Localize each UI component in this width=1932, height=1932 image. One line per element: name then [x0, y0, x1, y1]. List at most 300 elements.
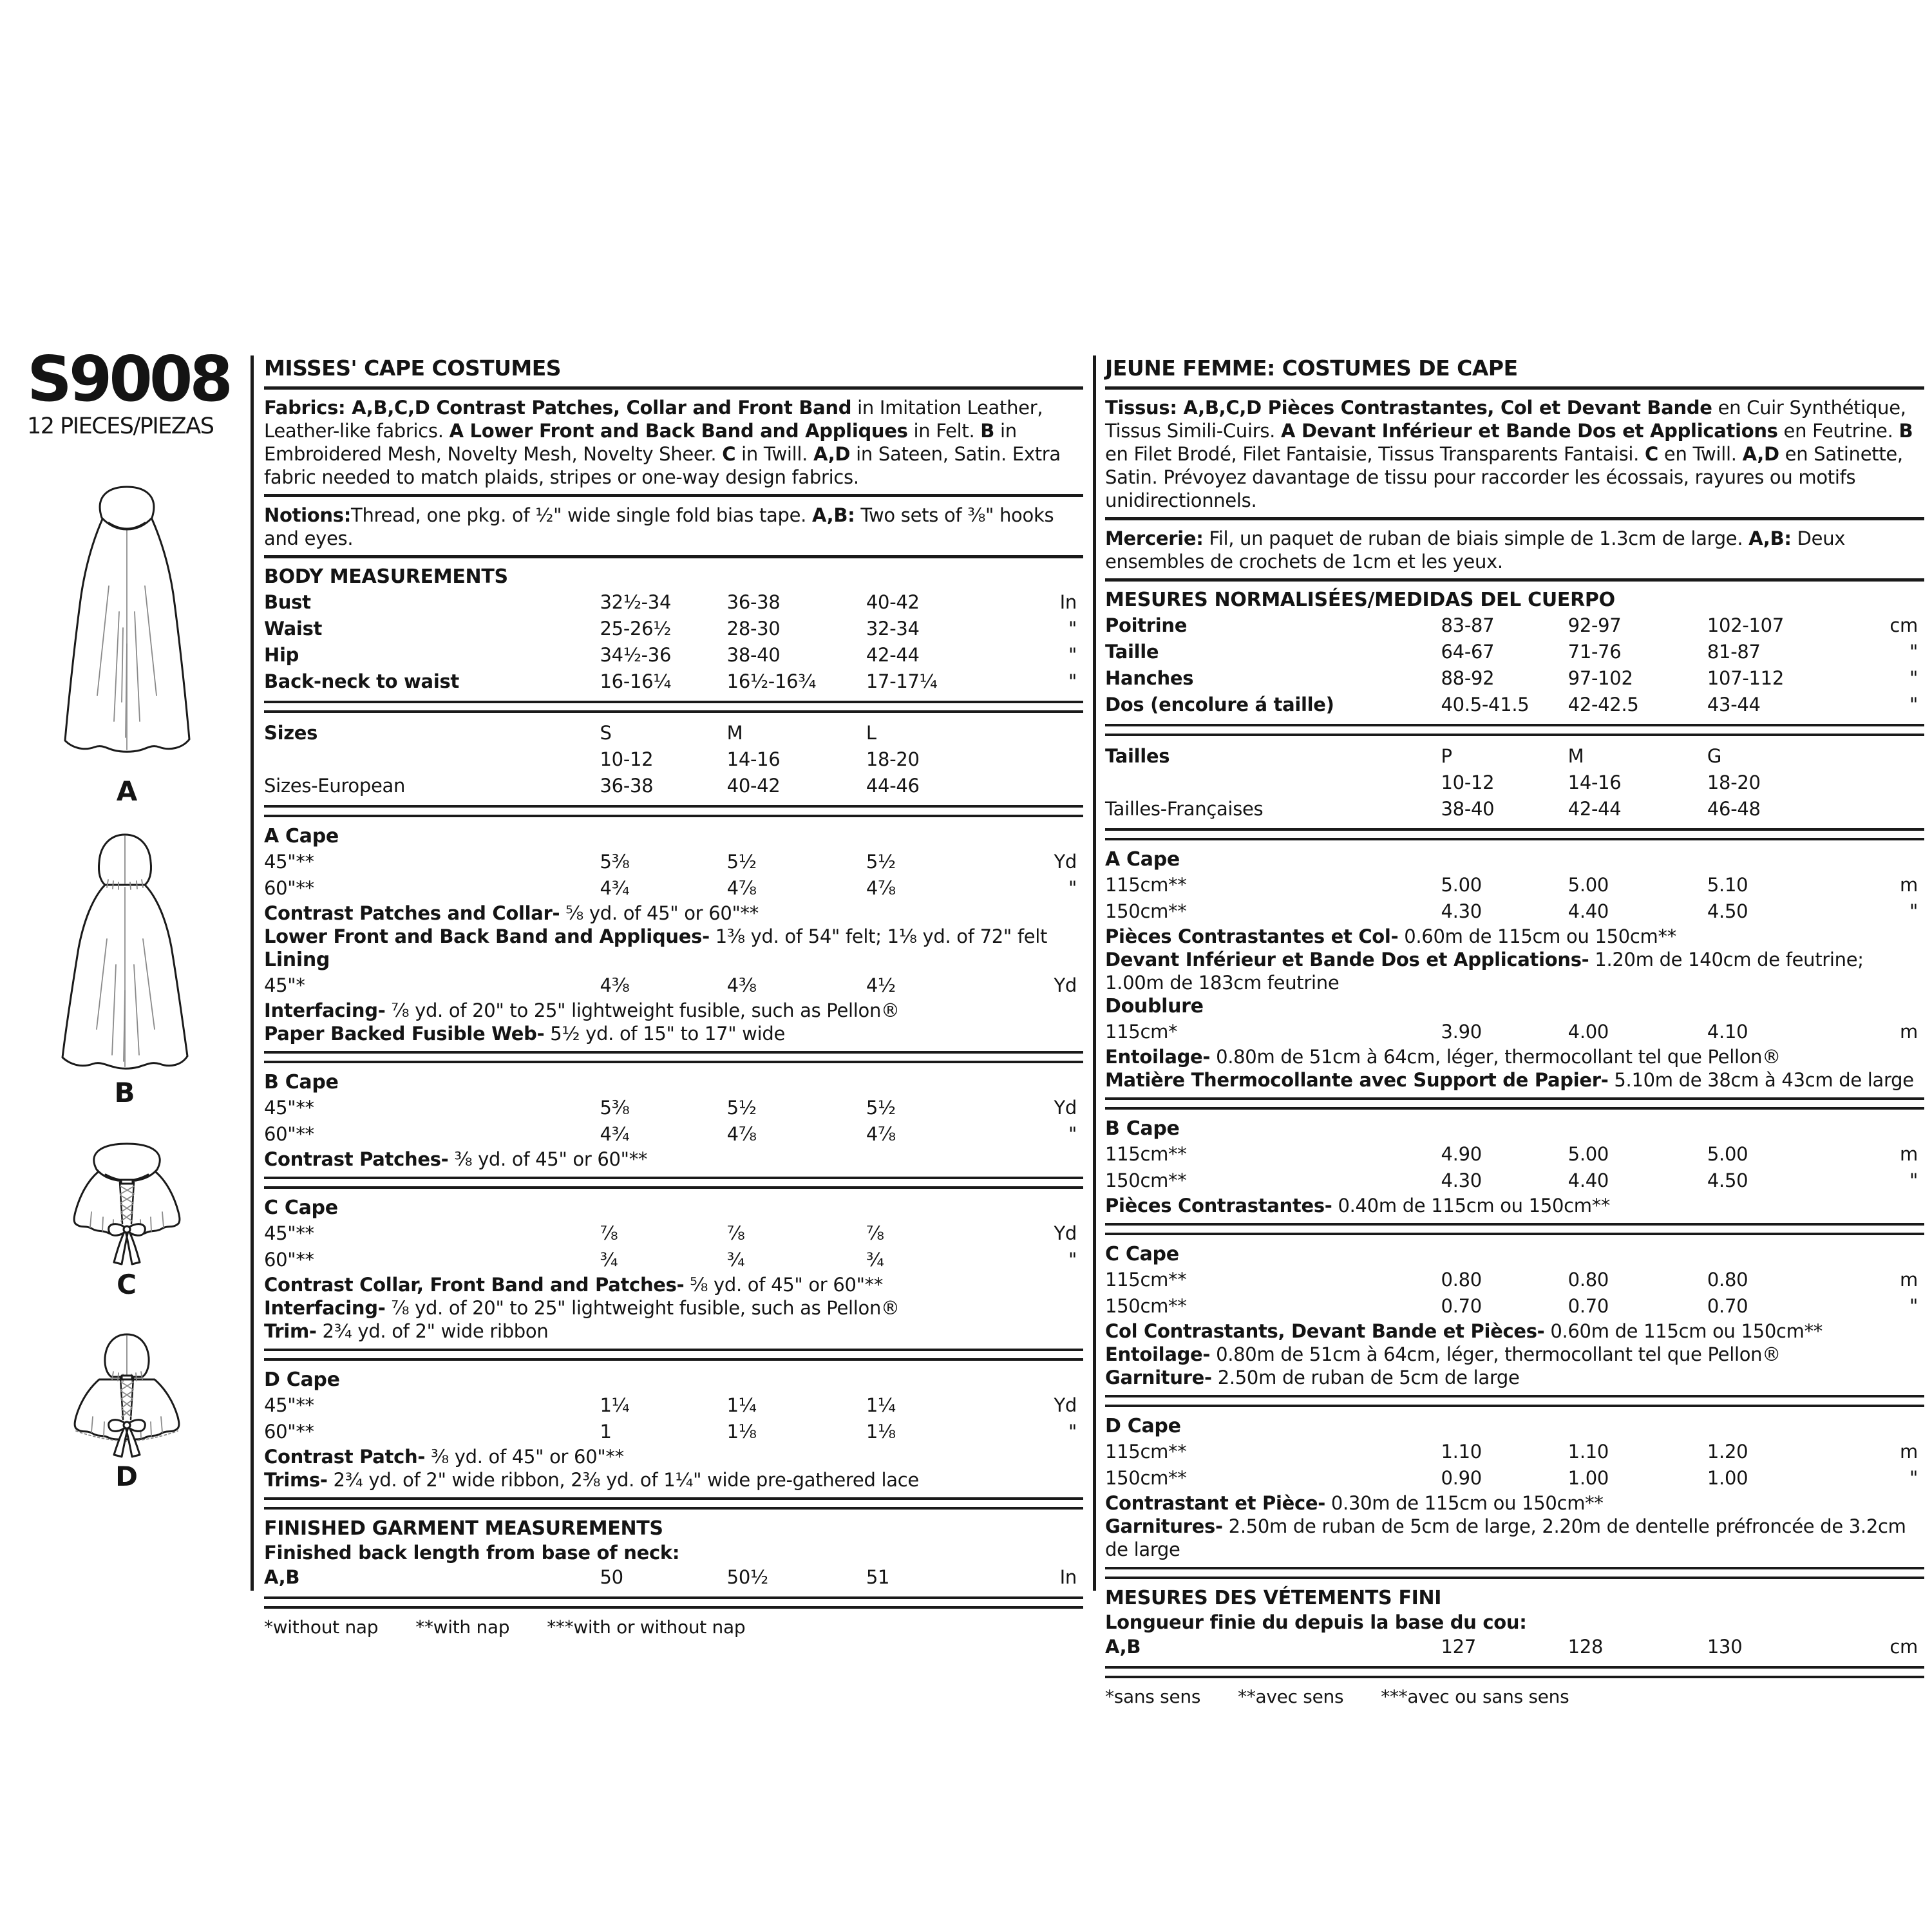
note-paragraph — [1105, 1343, 1924, 1366]
table-row — [1105, 1267, 1924, 1293]
size-m-value: 38-40 — [726, 644, 781, 666]
table-row — [1105, 1141, 1924, 1168]
row-label: 45"** — [264, 1222, 314, 1244]
table-row — [264, 720, 1083, 746]
size-s-value: 10-12 — [600, 748, 654, 770]
unit-cell: Yd — [1054, 851, 1077, 873]
row-label: Hip — [264, 644, 299, 666]
text-run: ⅞ yd. of 20" to 25" lightweight fusible, such as Pellon® — [385, 999, 900, 1021]
bold-run: Mercerie: — [1105, 527, 1204, 549]
table-row — [264, 1220, 1083, 1247]
note-paragraph — [264, 1320, 1083, 1343]
text-run: Fil, un paquet de ruban de biais simple de 1.3cm de large. — [1203, 527, 1749, 549]
size-s-value: 0.90 — [1441, 1467, 1482, 1489]
text-run: 2.50m de ruban de 5cm de large, 2.20m de dentelle préfroncée de 3.2cm de large — [1105, 1515, 1906, 1560]
size-s-value: 4¾ — [600, 877, 630, 899]
bold-run: Contrast Patch- — [264, 1446, 426, 1468]
row-label: 115cm** — [1105, 1441, 1187, 1463]
divider-rule-double — [264, 1051, 1083, 1063]
row-label: 60"** — [264, 877, 314, 899]
column-title-french: JEUNE FEMME: COSTUMES DE CAPE — [1105, 355, 1518, 381]
row-label: Sizes-European — [264, 775, 406, 797]
row-label: 60"** — [264, 1123, 314, 1145]
size-l-value: 0.80 — [1707, 1269, 1748, 1291]
table-row — [1105, 692, 1924, 718]
text-run: ⅝ yd. of 45" or 60"** — [560, 902, 759, 924]
size-m-value: M — [726, 722, 743, 744]
bold-run: Pièces Contrastantes et Col- — [1105, 925, 1399, 947]
size-m-value: 50½ — [726, 1566, 768, 1588]
size-s-value: 5⅜ — [600, 851, 630, 873]
size-l-value: ¾ — [866, 1249, 884, 1271]
row-label: Waist — [264, 618, 323, 639]
size-m-value: 92-97 — [1567, 614, 1622, 636]
text-run: 0.40m de 115cm ou 150cm** — [1332, 1195, 1611, 1217]
section-heading: C Cape — [1105, 1243, 1179, 1265]
row-label: 115cm** — [1105, 874, 1187, 896]
footnote-item: *without nap — [264, 1616, 379, 1638]
table-row — [1105, 1465, 1924, 1492]
size-m-value: 40-42 — [726, 775, 781, 797]
bold-run: Fabrics: A,B,C,D Contrast Patches, Collar and Front Band — [264, 397, 852, 419]
size-s-value: 40.5-41.5 — [1441, 694, 1530, 715]
size-l-value: 44-46 — [866, 775, 920, 797]
text-run: 1⅜ yd. of 54" felt; 1⅛ yd. of 72" felt — [709, 925, 1048, 947]
bold-run: A,D — [1742, 443, 1779, 465]
note-paragraph — [264, 999, 1083, 1022]
row-label: A,B — [1105, 1636, 1141, 1658]
size-l-value: 130 — [1707, 1636, 1743, 1658]
view-label: D — [115, 1461, 138, 1492]
unit-cell: " — [1909, 694, 1918, 715]
table-row — [1105, 872, 1924, 898]
row-label: 45"** — [264, 851, 314, 873]
section-heading: A Cape — [264, 825, 339, 848]
note-paragraph — [264, 396, 1083, 489]
cape-c-line-art — [72, 1140, 182, 1266]
size-m-value: 1¼ — [726, 1394, 757, 1416]
size-m-value: 42-44 — [1567, 798, 1622, 820]
text-run: 0.80m de 51cm à 64cm, léger, thermocollant tel que Pellon® — [1210, 1343, 1781, 1365]
size-l-value: 81-87 — [1707, 641, 1761, 663]
note-paragraph — [1105, 925, 1924, 948]
size-s-value: 88-92 — [1441, 667, 1495, 689]
text-run: ⅝ yd. of 45" or 60"** — [684, 1274, 884, 1296]
table-row — [264, 1121, 1083, 1148]
view-label: A — [116, 775, 138, 807]
size-m-value: 4⅜ — [726, 974, 757, 996]
note-paragraph — [1105, 527, 1924, 573]
unit-cell: In — [1059, 1566, 1077, 1588]
note-paragraph — [1105, 1515, 1924, 1561]
footnote — [1105, 1685, 1924, 1709]
size-l-value: 5½ — [866, 1097, 896, 1119]
size-l-value: 40-42 — [866, 591, 920, 613]
table-row — [264, 849, 1083, 875]
section-heading: D Cape — [1105, 1415, 1181, 1437]
table-row — [264, 642, 1083, 668]
view-label: B — [114, 1077, 136, 1108]
size-m-value: 16½-16¾ — [726, 670, 817, 692]
bold-run: Pièces Contrastantes- — [1105, 1195, 1332, 1217]
size-m-value: 1.10 — [1567, 1441, 1609, 1463]
table-row — [1105, 796, 1924, 822]
divider-rule-double — [1105, 1395, 1924, 1407]
size-s-value: 32½-34 — [600, 591, 672, 613]
row-label: 45"* — [264, 974, 305, 996]
table-row — [1105, 1019, 1924, 1045]
unit-cell: " — [1068, 1421, 1077, 1443]
size-l-value: 107-112 — [1707, 667, 1784, 689]
table-row — [264, 1564, 1083, 1591]
english-column — [264, 355, 1083, 1639]
size-m-value: 5½ — [726, 851, 757, 873]
unit-cell: " — [1909, 1170, 1918, 1191]
size-s-value: 34½-36 — [600, 644, 672, 666]
row-label: Tailles — [1105, 745, 1170, 767]
size-l-value: 4⅞ — [866, 1123, 896, 1145]
bold-run: Garniture- — [1105, 1367, 1212, 1388]
row-label: 115cm** — [1105, 1269, 1187, 1291]
divider-rule — [264, 555, 1083, 558]
size-l-value: 4½ — [866, 974, 896, 996]
size-s-value: 4.30 — [1441, 900, 1482, 922]
row-label — [1105, 770, 1441, 796]
size-l-value: 4.50 — [1707, 1170, 1748, 1191]
bold-run: Contrast Patches and Collar- — [264, 902, 560, 924]
size-l-value: G — [1707, 745, 1722, 767]
bold-run: Finished back length from base of neck: — [264, 1542, 680, 1564]
size-m-value: 14-16 — [726, 748, 781, 770]
footnote-item: **with nap — [415, 1616, 510, 1638]
unit-cell — [1830, 770, 1924, 796]
text-run: en Satinette, Satin. Prévoyez davantage de tissu pour raccorder les écossais, rayures ou motifs unidirectionnels. — [1105, 443, 1903, 511]
size-s-value: 4.90 — [1441, 1143, 1482, 1165]
unit-cell: " — [1909, 667, 1918, 689]
text-run: 0.60m de 115cm ou 150cm** — [1544, 1320, 1823, 1342]
divider-rule — [1105, 578, 1924, 582]
size-s-value: P — [1441, 745, 1452, 767]
row-label: 150cm** — [1105, 1295, 1187, 1317]
footnote-item: ***with or without nap — [547, 1616, 746, 1638]
row-label — [264, 746, 600, 773]
size-m-value: 4⅞ — [726, 877, 757, 899]
bold-run: A Devant Inférieur et Bande Dos et Applications — [1281, 420, 1778, 442]
size-s-value: 36-38 — [600, 775, 654, 797]
size-m-value: 4.40 — [1567, 1170, 1609, 1191]
cape-c-illustration — [72, 1140, 182, 1300]
row-label: 60"** — [264, 1421, 314, 1443]
bold-run: A Lower Front and Back Band and Appliques — [449, 420, 908, 442]
size-l-value: 18-20 — [1707, 772, 1761, 793]
size-l-value: 1¼ — [866, 1394, 896, 1416]
size-l-value: 18-20 — [866, 748, 920, 770]
unit-cell: In — [1059, 591, 1077, 613]
text-run: 5½ yd. of 15" to 17" wide — [544, 1023, 786, 1045]
size-m-value: 4⅞ — [726, 1123, 757, 1145]
size-l-value: 4.10 — [1707, 1021, 1748, 1043]
bold-run: Contrast Patches- — [264, 1148, 449, 1170]
bold-run: Garnitures- — [1105, 1515, 1223, 1537]
size-l-value: 1.20 — [1707, 1441, 1748, 1463]
size-s-value: 0.70 — [1441, 1295, 1482, 1317]
table-row — [1105, 743, 1924, 770]
size-m-value: 4.00 — [1567, 1021, 1609, 1043]
pattern-number: S9008 — [27, 343, 230, 415]
size-l-value: ⅞ — [866, 1222, 884, 1244]
row-label: Poitrine — [1105, 614, 1188, 636]
table-row — [264, 616, 1083, 642]
size-l-value: 42-44 — [866, 644, 920, 666]
row-label: 45"** — [264, 1394, 314, 1416]
bold-run: Trims- — [264, 1469, 328, 1491]
note-paragraph — [264, 1273, 1083, 1296]
table-row — [1105, 1634, 1924, 1660]
size-l-value: 1⅛ — [866, 1421, 896, 1443]
text-run: 0.80m de 51cm à 64cm, léger, thermocollant tel que Pellon® — [1210, 1046, 1781, 1068]
table-row — [264, 972, 1083, 999]
unit-cell: m — [1900, 1143, 1918, 1165]
section-heading: Lining — [264, 949, 330, 971]
divider-rule — [264, 494, 1083, 497]
size-s-value: 4¾ — [600, 1123, 630, 1145]
section-heading: MESURES DES VÉTEMENTS FINI — [1105, 1587, 1442, 1609]
divider-rule-double — [264, 1349, 1083, 1361]
note-paragraph — [264, 1468, 1083, 1492]
row-label: Sizes — [264, 722, 318, 744]
unit-cell: Yd — [1054, 1394, 1077, 1416]
table-row — [1105, 1168, 1924, 1194]
text-run: in Embroidered Mesh, Novelty Mesh, Novelty Sheer. — [264, 420, 1017, 465]
size-m-value: ⅞ — [726, 1222, 745, 1244]
unit-cell: m — [1900, 874, 1918, 896]
row-label: 150cm** — [1105, 900, 1187, 922]
note-paragraph — [1105, 948, 1924, 994]
bold-run: Entoilage- — [1105, 1046, 1211, 1068]
unit-cell — [989, 746, 1083, 773]
size-s-value: S — [600, 722, 612, 744]
size-s-value: 5⅜ — [600, 1097, 630, 1119]
size-s-value: 10-12 — [1441, 772, 1495, 793]
pieces-count: 12 PIECES/PIEZAS — [27, 413, 214, 439]
section-heading: B Cape — [264, 1071, 339, 1094]
row-label: 45"** — [264, 1097, 314, 1119]
row-label: Back-neck to waist — [264, 670, 459, 692]
size-m-value: 28-30 — [726, 618, 781, 639]
footnote — [264, 1616, 1083, 1639]
size-l-value: 17-17¼ — [866, 670, 938, 692]
table-row — [264, 1419, 1083, 1445]
size-l-value: 0.70 — [1707, 1295, 1748, 1317]
table-row — [264, 589, 1083, 616]
size-m-value: 5.00 — [1567, 1143, 1609, 1165]
table-row — [264, 746, 1083, 773]
size-m-value: 5.00 — [1567, 874, 1609, 896]
size-s-value: 64-67 — [1441, 641, 1495, 663]
text-run: 2¾ yd. of 2" wide ribbon, 2⅜ yd. of 1¼" wide pre-gathered lace — [327, 1469, 919, 1491]
size-m-value: 4.40 — [1567, 900, 1609, 922]
note-paragraph — [1105, 1045, 1924, 1068]
text-run: ⅜ yd. of 45" or 60"** — [425, 1446, 624, 1468]
section-heading: MESURES NORMALISÉES/MEDIDAS DEL CUERPO — [1105, 589, 1615, 611]
unit-cell: " — [1909, 1295, 1918, 1317]
size-l-value: 102-107 — [1707, 614, 1784, 636]
row-label: Tailles-Françaises — [1105, 798, 1264, 820]
text-run: Two sets of ⅜" hooks and eyes. — [264, 504, 1054, 549]
table-row — [1105, 1293, 1924, 1320]
text-run: en Feutrine. — [1777, 420, 1899, 442]
divider-rule-double — [1105, 1097, 1924, 1110]
section-heading: C Cape — [264, 1197, 338, 1219]
unit-cell: " — [1068, 1123, 1077, 1145]
section-heading: A Cape — [1105, 848, 1180, 871]
note-paragraph — [1105, 1492, 1924, 1515]
unit-cell — [989, 773, 1083, 799]
size-m-value: 1.00 — [1567, 1467, 1609, 1489]
unit-cell: " — [1068, 877, 1077, 899]
table-row — [1105, 639, 1924, 665]
divider-rule-double — [264, 701, 1083, 713]
text-run: en Twill. — [1658, 443, 1743, 465]
note-paragraph — [264, 1296, 1083, 1320]
english-column-body — [264, 386, 1083, 1639]
unit-cell: " — [1909, 641, 1918, 663]
column-divider-middle — [1093, 355, 1096, 1591]
text-run: 2.50m de ruban de 5cm de large — [1211, 1367, 1520, 1388]
note-paragraph — [1105, 1611, 1924, 1634]
row-label: Bust — [264, 591, 311, 613]
size-l-value: 5½ — [866, 851, 896, 873]
unit-cell: Yd — [1054, 1222, 1077, 1244]
divider-rule-double — [1105, 1666, 1924, 1678]
footnote-item: ***avec ou sans sens — [1381, 1686, 1569, 1707]
size-l-value: 1.00 — [1707, 1467, 1748, 1489]
note-paragraph — [1105, 1366, 1924, 1389]
row-label: A,B — [264, 1566, 300, 1588]
text-run: Deux ensembles de crochets de 1cm et les yeux. — [1105, 527, 1846, 573]
table-row — [1105, 612, 1924, 639]
table-row — [1105, 665, 1924, 692]
bold-run: Lower Front and Back Band and Appliques- — [264, 925, 710, 947]
size-s-value: 25-26½ — [600, 618, 672, 639]
bold-run: Devant Inférieur et Bande Dos et Applications- — [1105, 949, 1589, 971]
size-m-value: 0.80 — [1567, 1269, 1609, 1291]
size-l-value: 5.00 — [1707, 1143, 1748, 1165]
size-s-value: 4.30 — [1441, 1170, 1482, 1191]
size-m-value: 36-38 — [726, 591, 781, 613]
section-heading: Doublure — [1105, 995, 1204, 1018]
text-run: ⅜ yd. of 45" or 60"** — [448, 1148, 648, 1170]
row-label: 150cm** — [1105, 1467, 1187, 1489]
table-row — [264, 668, 1083, 695]
note-paragraph — [264, 1022, 1083, 1045]
size-l-value: L — [866, 722, 876, 744]
size-s-value: 50 — [600, 1566, 623, 1588]
size-s-value: 16-16¼ — [600, 670, 672, 692]
size-l-value: 32-34 — [866, 618, 920, 639]
note-paragraph — [1105, 1068, 1924, 1092]
size-m-value: 128 — [1567, 1636, 1604, 1658]
cape-d-illustration — [72, 1331, 182, 1492]
divider-rule-double — [1105, 1223, 1924, 1235]
bold-run: Interfacing- — [264, 1297, 386, 1319]
unit-cell: m — [1900, 1441, 1918, 1463]
row-label: 150cm** — [1105, 1170, 1187, 1191]
french-column — [1105, 355, 1924, 1709]
bold-run: Contrast Collar, Front Band and Patches- — [264, 1274, 685, 1296]
unit-cell — [1830, 743, 1924, 770]
bold-run: Interfacing- — [264, 999, 386, 1021]
size-s-value: 5.00 — [1441, 874, 1482, 896]
cape-a-illustration — [61, 483, 193, 807]
size-m-value: 42-42.5 — [1567, 694, 1639, 715]
divider-rule — [264, 386, 1083, 390]
size-l-value: 51 — [866, 1566, 890, 1588]
note-paragraph — [264, 902, 1083, 925]
size-m-value: 0.70 — [1567, 1295, 1609, 1317]
bold-run: B — [980, 420, 995, 442]
footnote-item: **avec sens — [1238, 1686, 1344, 1707]
size-l-value: 5.10 — [1707, 874, 1748, 896]
text-run: Thread, one pkg. of ½" wide single fold bias tape. — [351, 504, 812, 526]
bold-run: Paper Backed Fusible Web- — [264, 1023, 545, 1045]
note-paragraph — [1105, 396, 1924, 512]
cape-b-illustration — [58, 829, 192, 1108]
divider-rule-double — [264, 805, 1083, 817]
size-m-value: 1⅛ — [726, 1421, 757, 1443]
size-m-value: 5½ — [726, 1097, 757, 1119]
size-s-value: 3.90 — [1441, 1021, 1482, 1043]
size-m-value: M — [1567, 745, 1584, 767]
note-paragraph — [264, 1541, 1083, 1564]
cape-b-line-art — [58, 829, 192, 1074]
size-m-value: 71-76 — [1567, 641, 1622, 663]
cape-d-line-art — [72, 1331, 182, 1458]
bold-run: Matière Thermocollante avec Support de Papier- — [1105, 1069, 1609, 1091]
unit-cell: " — [1068, 1249, 1077, 1271]
table-row — [1105, 898, 1924, 925]
text-run: in Felt. — [907, 420, 981, 442]
size-s-value: 83-87 — [1441, 614, 1495, 636]
column-title-english: MISSES' CAPE COSTUMES — [264, 355, 562, 381]
unit-cell: cm — [1889, 614, 1918, 636]
bold-run: C — [722, 443, 736, 465]
unit-cell: m — [1900, 1021, 1918, 1043]
size-l-value: 4⅞ — [866, 877, 896, 899]
unit-cell: Yd — [1054, 1097, 1077, 1119]
divider-rule-double — [264, 1177, 1083, 1189]
note-paragraph — [1105, 1320, 1924, 1343]
bold-run: Notions: — [264, 504, 352, 526]
unit-cell: " — [1068, 618, 1077, 639]
bold-run: Tissus: A,B,C,D Pièces Contrastantes, Col et Devant Bande — [1105, 397, 1712, 419]
row-label: 115cm** — [1105, 1143, 1187, 1165]
unit-cell — [1830, 796, 1924, 822]
section-heading: FINISHED GARMENT MEASUREMENTS — [264, 1517, 663, 1540]
row-label: 60"** — [264, 1249, 314, 1271]
text-run: in Sateen, Satin. Extra fabric needed to match plaids, stripes or one-way design fabrics. — [264, 443, 1061, 488]
divider-rule-double — [1105, 828, 1924, 840]
section-heading: BODY MEASUREMENTS — [264, 565, 508, 588]
unit-cell — [989, 720, 1083, 746]
bold-run: B — [1899, 420, 1913, 442]
note-paragraph — [264, 1148, 1083, 1171]
text-run: 0.60m de 115cm ou 150cm** — [1398, 925, 1676, 947]
unit-cell: " — [1068, 670, 1077, 692]
divider-rule-double — [264, 1497, 1083, 1510]
text-run: in Twill. — [735, 443, 814, 465]
size-s-value: 4⅜ — [600, 974, 630, 996]
